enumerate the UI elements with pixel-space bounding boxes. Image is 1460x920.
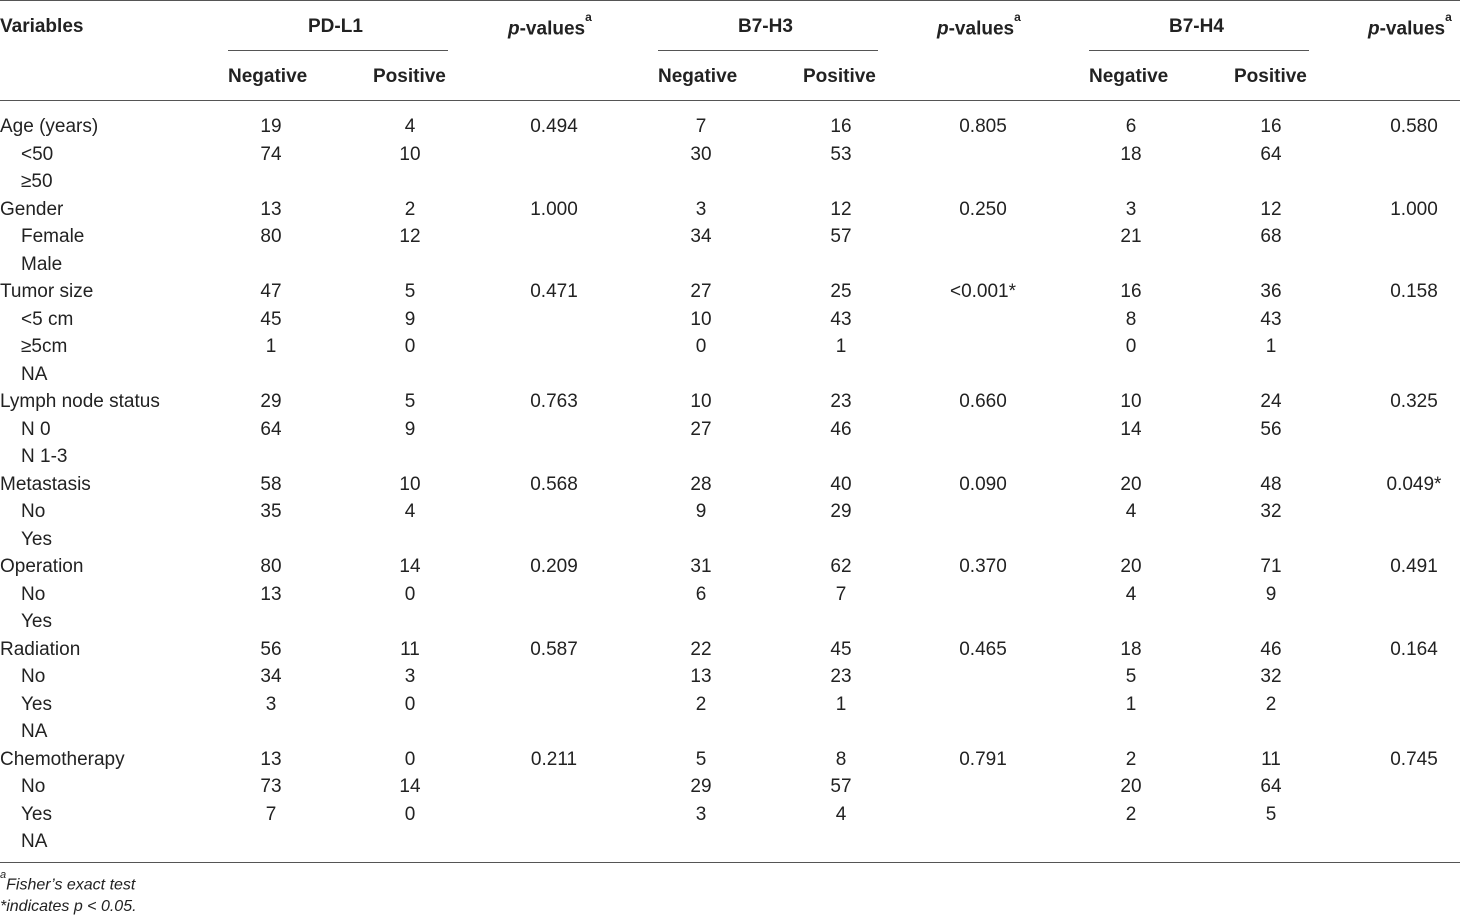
- b7h3-negative-header: Negative: [658, 66, 738, 87]
- b7h3-positive-cell: 29: [830, 501, 852, 522]
- b7h4-group-rule: [1089, 50, 1309, 51]
- pdl1-positive-cell: 0: [404, 336, 416, 357]
- b7h4-header: B7-H4: [1169, 16, 1224, 37]
- pvalue-suffix: -values: [948, 18, 1015, 40]
- table-bottom-rule: [0, 862, 1460, 863]
- b7h4-positive-cell: 16: [1260, 116, 1282, 137]
- pdl1-negative-cell: 1: [265, 336, 277, 357]
- b7h3-positive-cell: 23: [830, 666, 852, 687]
- b7h4-negative-cell: 5: [1125, 666, 1137, 687]
- pvalue-header-2: [937, 10, 1021, 40]
- b7h3-positive-cell: 4: [835, 803, 847, 825]
- b7h3-positive-cell: 7: [835, 583, 847, 605]
- row-label: No: [21, 583, 46, 605]
- b7h4-negative-cell: 20: [1120, 776, 1142, 797]
- pdl1-positive-header: Positive: [373, 66, 446, 87]
- b7h3-pvalue-cell: 0.465: [959, 638, 1007, 660]
- row-label: Yes: [21, 528, 52, 550]
- pdl1-positive-cell: 0: [404, 583, 416, 605]
- b7h3-negative-cell: 3: [695, 198, 707, 220]
- b7h3-group-rule: [658, 50, 878, 51]
- pdl1-positive-cell: 10: [399, 473, 421, 495]
- row-label: Yes: [21, 803, 52, 825]
- b7h3-negative-cell: 6: [695, 583, 707, 605]
- pdl1-negative-cell: 73: [260, 776, 282, 797]
- pvalue-header-1: [508, 10, 592, 40]
- row-label: Metastasis: [0, 473, 91, 495]
- b7h3-negative-cell: 0: [695, 336, 707, 357]
- pdl1-negative-cell: 58: [260, 473, 282, 495]
- b7h3-positive-cell: 45: [830, 638, 852, 660]
- pdl1-negative-cell: 29: [260, 391, 282, 412]
- b7h4-negative-cell: 6: [1125, 116, 1137, 137]
- b7h3-pvalue-cell: 0.791: [959, 748, 1007, 770]
- pdl1-negative-cell: 64: [260, 418, 282, 440]
- b7h4-pvalue-cell: 0.049*: [1386, 473, 1442, 495]
- pvalue-italic-p: p: [508, 18, 520, 40]
- pdl1-pvalue-cell: 1.000: [530, 198, 578, 220]
- pvalue-sup: a: [585, 10, 592, 24]
- pdl1-negative-cell: 13: [260, 748, 282, 770]
- b7h3-positive-cell: 25: [830, 281, 852, 302]
- pvalue-suffix: -values: [519, 18, 586, 40]
- b7h4-positive-cell: 46: [1260, 638, 1282, 660]
- b7h3-positive-cell: 62: [830, 556, 852, 577]
- b7h3-negative-cell: 3: [695, 803, 707, 825]
- pdl1-positive-cell: 9: [404, 308, 416, 330]
- pdl1-pvalue-cell: 0.471: [530, 281, 578, 302]
- pdl1-pvalue-cell: 0.209: [530, 556, 578, 577]
- pdl1-negative-cell: 47: [260, 281, 282, 302]
- row-label: Female: [21, 226, 85, 247]
- pdl1-negative-cell: 74: [260, 143, 282, 165]
- b7h4-negative-cell: 20: [1120, 556, 1142, 577]
- pvalue-sup: a: [1014, 10, 1021, 24]
- row-label: Yes: [21, 693, 52, 715]
- pdl1-positive-cell: 2: [404, 198, 416, 220]
- b7h4-negative-cell: 4: [1125, 501, 1137, 522]
- row-label: Tumor size: [0, 281, 94, 302]
- footnote-fisher: [0, 869, 136, 894]
- b7h4-negative-cell: 10: [1120, 391, 1142, 412]
- pdl1-positive-cell: 12: [399, 226, 421, 247]
- row-label: NA: [21, 721, 48, 742]
- b7h4-positive-cell: 1: [1265, 336, 1277, 357]
- table-top-rule: [0, 0, 1460, 1]
- pdl1-pvalue-cell: 0.587: [530, 638, 578, 660]
- b7h4-negative-cell: 18: [1120, 143, 1142, 165]
- row-label: N 0: [21, 418, 51, 440]
- pvalue-sup: a: [1445, 10, 1452, 24]
- pdl1-negative-cell: 80: [260, 556, 282, 577]
- footnote-significance: *indicates p < 0.05.: [0, 898, 137, 915]
- pdl1-negative-cell: 45: [260, 308, 282, 330]
- b7h3-header: B7-H3: [738, 16, 793, 37]
- b7h3-negative-cell: 30: [690, 143, 712, 165]
- row-label: <50: [21, 143, 54, 165]
- row-label: NA: [21, 831, 48, 852]
- pvalue-suffix: -values: [1379, 18, 1446, 40]
- b7h3-positive-cell: 57: [830, 226, 852, 247]
- b7h3-negative-cell: 13: [690, 666, 712, 687]
- b7h4-negative-cell: 3: [1125, 198, 1137, 220]
- b7h3-negative-cell: 22: [690, 638, 712, 660]
- b7h4-positive-cell: 12: [1260, 198, 1282, 220]
- pdl1-negative-cell: 13: [260, 583, 282, 605]
- pdl1-negative-cell: 34: [260, 666, 282, 687]
- pdl1-positive-cell: 14: [399, 556, 421, 577]
- b7h4-positive-cell: 68: [1260, 226, 1282, 247]
- table-header-rule: [0, 100, 1460, 101]
- row-label: Gender: [0, 198, 64, 220]
- b7h4-positive-cell: 24: [1260, 391, 1282, 412]
- b7h3-negative-cell: 7: [695, 116, 707, 137]
- b7h3-positive-cell: 57: [830, 776, 852, 797]
- pdl1-positive-cell: 5: [404, 391, 416, 412]
- pdl1-positive-cell: 10: [399, 143, 421, 165]
- pdl1-positive-cell: 4: [404, 501, 416, 522]
- b7h3-negative-cell: 2: [695, 693, 707, 715]
- b7h3-negative-cell: 34: [690, 226, 712, 247]
- row-label: Age (years): [0, 116, 99, 137]
- b7h3-positive-header: Positive: [803, 66, 876, 87]
- pdl1-negative-cell: 7: [265, 803, 277, 825]
- b7h3-positive-cell: 40: [830, 473, 852, 495]
- b7h3-negative-cell: 10: [690, 391, 712, 412]
- pdl1-negative-cell: 3: [265, 693, 277, 715]
- pdl1-positive-cell: 0: [404, 748, 416, 770]
- b7h4-positive-cell: 71: [1260, 556, 1282, 577]
- b7h3-positive-cell: 23: [830, 391, 852, 412]
- b7h3-pvalue-cell: 0.250: [959, 198, 1007, 220]
- pdl1-positive-cell: 9: [404, 418, 416, 440]
- row-label: Operation: [0, 556, 84, 577]
- pdl1-positive-cell: 14: [399, 776, 421, 797]
- b7h4-negative-cell: 21: [1120, 226, 1142, 247]
- b7h4-positive-cell: 11: [1261, 748, 1281, 770]
- b7h4-pvalue-cell: 0.745: [1390, 748, 1438, 770]
- b7h4-positive-cell: 43: [1260, 308, 1282, 330]
- footnote-fisher-text: Fisher’s exact test: [6, 876, 136, 894]
- pdl1-pvalue-cell: 0.494: [530, 116, 578, 137]
- pdl1-positive-cell: 4: [404, 116, 416, 137]
- b7h4-positive-cell: 32: [1260, 666, 1282, 687]
- pdl1-positive-cell: 5: [404, 281, 416, 302]
- pdl1-negative-cell: 19: [260, 116, 282, 137]
- b7h3-negative-cell: 10: [690, 308, 712, 330]
- pdl1-positive-cell: 0: [404, 693, 416, 715]
- pdl1-positive-cell: 0: [404, 803, 416, 825]
- b7h4-positive-cell: 64: [1260, 776, 1282, 797]
- row-label: No: [21, 776, 46, 797]
- row-label: No: [21, 501, 46, 522]
- row-label: Chemotherapy: [0, 748, 125, 770]
- pvalue-italic-p: p: [937, 18, 949, 40]
- row-label: ≥5cm: [21, 336, 68, 357]
- b7h4-negative-cell: 4: [1125, 583, 1137, 605]
- row-label: NA: [21, 363, 48, 385]
- b7h3-negative-cell: 27: [690, 281, 712, 302]
- b7h4-negative-cell: 14: [1120, 418, 1142, 440]
- row-label: <5 cm: [21, 308, 74, 330]
- b7h3-positive-cell: 1: [835, 336, 847, 357]
- b7h4-positive-cell: 2: [1265, 693, 1277, 715]
- b7h4-positive-cell: 32: [1260, 501, 1282, 522]
- b7h3-negative-cell: 31: [690, 556, 712, 577]
- pdl1-group-rule: [228, 50, 448, 51]
- row-label: Yes: [21, 611, 52, 632]
- b7h4-pvalue-cell: 1.000: [1390, 198, 1438, 220]
- row-label: N 1-3: [21, 446, 68, 467]
- b7h4-positive-cell: 9: [1265, 583, 1277, 605]
- b7h3-negative-cell: 5: [695, 748, 707, 770]
- pdl1-pvalue-cell: 0.211: [530, 748, 578, 770]
- b7h3-negative-cell: 9: [695, 501, 707, 522]
- pdl1-header: PD-L1: [308, 16, 363, 37]
- pvalue-header-3: [1368, 10, 1452, 40]
- footnote-sup: a: [0, 869, 7, 881]
- pdl1-pvalue-cell: 0.568: [530, 473, 578, 495]
- b7h4-positive-cell: 36: [1260, 281, 1282, 302]
- pdl1-negative-cell: 56: [260, 638, 282, 660]
- b7h3-negative-cell: 29: [690, 776, 712, 797]
- b7h3-pvalue-cell: 0.660: [959, 391, 1007, 412]
- row-label: Radiation: [0, 638, 81, 660]
- b7h4-positive-cell: 5: [1265, 803, 1277, 825]
- pdl1-negative-cell: 13: [260, 198, 282, 220]
- b7h3-pvalue-cell: 0.090: [959, 473, 1007, 495]
- row-label: No: [21, 666, 46, 687]
- b7h3-pvalue-cell: 0.370: [959, 556, 1007, 577]
- b7h4-negative-cell: 18: [1120, 638, 1142, 660]
- pdl1-negative-cell: 80: [260, 226, 282, 247]
- b7h4-pvalue-cell: 0.491: [1390, 556, 1438, 577]
- b7h4-negative-cell: 8: [1125, 308, 1137, 330]
- b7h3-positive-cell: 8: [835, 748, 847, 770]
- b7h4-pvalue-cell: 0.580: [1390, 116, 1438, 137]
- b7h4-pvalue-cell: 0.325: [1390, 391, 1438, 412]
- b7h4-positive-cell: 48: [1260, 473, 1282, 495]
- row-label: Lymph node status: [0, 391, 160, 412]
- b7h4-negative-cell: 20: [1120, 473, 1142, 495]
- b7h4-positive-header: Positive: [1234, 66, 1307, 87]
- b7h3-positive-cell: 1: [835, 693, 847, 715]
- pvalue-italic-p: p: [1368, 18, 1380, 40]
- b7h3-positive-cell: 43: [830, 308, 852, 330]
- row-label: Male: [21, 253, 63, 275]
- pdl1-positive-cell: 3: [404, 666, 416, 687]
- b7h4-negative-cell: 2: [1125, 803, 1137, 825]
- b7h4-negative-cell: 0: [1125, 336, 1137, 357]
- variables-header: Variables: [0, 16, 84, 37]
- b7h4-negative-header: Negative: [1089, 66, 1169, 87]
- b7h3-positive-cell: 53: [830, 143, 852, 165]
- b7h4-positive-cell: 56: [1260, 418, 1282, 440]
- b7h3-positive-cell: 12: [830, 198, 852, 220]
- b7h4-pvalue-cell: 0.158: [1390, 281, 1438, 302]
- b7h4-positive-cell: 64: [1260, 143, 1282, 165]
- b7h3-negative-cell: 28: [690, 473, 712, 495]
- pdl1-negative-header: Negative: [228, 66, 308, 87]
- b7h3-negative-cell: 27: [690, 418, 712, 440]
- b7h4-negative-cell: 2: [1125, 748, 1137, 770]
- pdl1-negative-cell: 35: [260, 501, 282, 522]
- b7h4-negative-cell: 16: [1120, 281, 1142, 302]
- row-label: ≥50: [21, 171, 53, 192]
- b7h3-pvalue-cell: 0.805: [959, 116, 1007, 137]
- b7h4-pvalue-cell: 0.164: [1390, 638, 1438, 660]
- b7h3-pvalue-cell: <0.001*: [949, 281, 1017, 302]
- b7h3-positive-cell: 46: [830, 418, 852, 440]
- b7h4-negative-cell: 1: [1125, 693, 1137, 715]
- pdl1-positive-cell: 11: [400, 638, 420, 660]
- pdl1-pvalue-cell: 0.763: [530, 391, 578, 412]
- b7h3-positive-cell: 16: [830, 116, 852, 137]
